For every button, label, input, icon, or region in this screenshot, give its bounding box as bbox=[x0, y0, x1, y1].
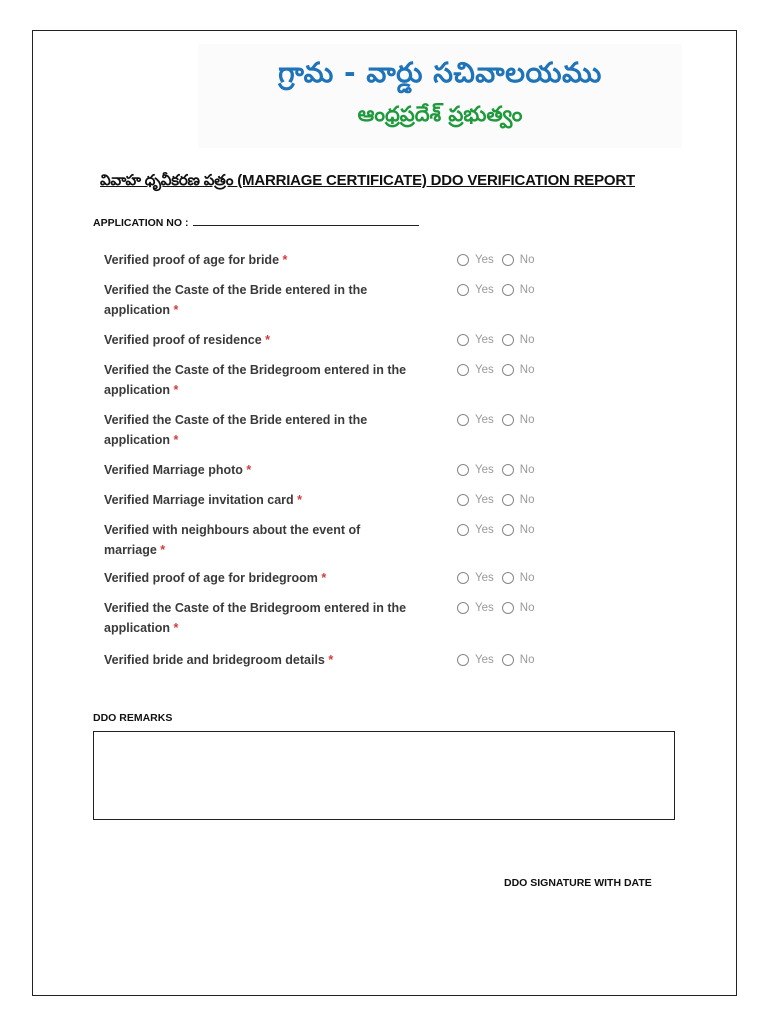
yes-no-options bbox=[457, 490, 542, 510]
question-label: Verified Marriage photo bbox=[104, 463, 243, 477]
required-mark: * bbox=[282, 253, 288, 267]
yes-label: Yes bbox=[475, 334, 494, 346]
no-label: No bbox=[519, 654, 535, 666]
yes-radio[interactable] bbox=[457, 254, 469, 266]
no-label: No bbox=[519, 524, 535, 536]
yes-radio[interactable] bbox=[457, 654, 469, 666]
no-label: No bbox=[519, 572, 535, 584]
no-radio[interactable] bbox=[502, 284, 514, 296]
yes-no-options bbox=[457, 330, 542, 350]
no-radio[interactable] bbox=[502, 524, 514, 536]
yes-radio[interactable] bbox=[457, 524, 469, 536]
question-text bbox=[104, 490, 414, 510]
no-radio[interactable] bbox=[502, 654, 514, 666]
question-text bbox=[104, 650, 414, 670]
no-radio[interactable] bbox=[502, 572, 514, 584]
required-mark: * bbox=[173, 433, 179, 447]
question-label: Verified the Caste of the Bridegroom entered in the application bbox=[104, 363, 407, 397]
required-mark: * bbox=[173, 621, 179, 635]
yes-radio[interactable] bbox=[457, 414, 469, 426]
required-mark: * bbox=[321, 571, 327, 585]
no-radio[interactable] bbox=[502, 494, 514, 506]
no-label: No bbox=[519, 494, 535, 506]
signature-label: DDO SIGNATURE WITH DATE bbox=[504, 877, 652, 889]
remarks-label: DDO REMARKS bbox=[93, 712, 173, 724]
yes-label: Yes bbox=[475, 602, 494, 614]
no-label: No bbox=[519, 254, 535, 266]
yes-label: Yes bbox=[475, 464, 494, 476]
question-label: Verified proof of age for bridegroom bbox=[104, 571, 318, 585]
yes-label: Yes bbox=[475, 572, 494, 584]
question-text bbox=[104, 250, 414, 270]
yes-no-options bbox=[457, 520, 542, 540]
no-label: No bbox=[519, 464, 535, 476]
yes-radio[interactable] bbox=[457, 284, 469, 296]
yes-radio[interactable] bbox=[457, 464, 469, 476]
required-mark: * bbox=[328, 653, 334, 667]
yes-label: Yes bbox=[475, 414, 494, 426]
question-label: Verified proof of age for bride bbox=[104, 253, 280, 267]
question-label: Verified Marriage invitation card bbox=[104, 493, 294, 507]
question-label: Verified the Caste of the Bridegroom entered in the application bbox=[104, 601, 407, 635]
application-no-row bbox=[93, 215, 419, 229]
no-label: No bbox=[519, 414, 535, 426]
question-text bbox=[104, 330, 414, 350]
question-text bbox=[104, 460, 414, 480]
yes-no-options bbox=[457, 360, 542, 380]
yes-label: Yes bbox=[475, 494, 494, 506]
yes-radio[interactable] bbox=[457, 572, 469, 584]
no-radio[interactable] bbox=[502, 254, 514, 266]
question-text bbox=[104, 598, 414, 638]
question-text bbox=[104, 520, 414, 560]
application-no-label: APPLICATION NO : bbox=[93, 217, 189, 229]
no-label: No bbox=[519, 334, 535, 346]
question-text bbox=[104, 280, 414, 320]
yes-radio[interactable] bbox=[457, 364, 469, 376]
report-title-text: వివాహ ధృవీకరణ పత్రం (MARRIAGE CERTIFICATE) DDO VERIFICATION REPORT bbox=[100, 172, 635, 189]
yes-radio[interactable] bbox=[457, 602, 469, 614]
question-label: Verified proof of residence bbox=[104, 333, 262, 347]
yes-no-options bbox=[457, 568, 542, 588]
question-text bbox=[104, 410, 414, 450]
report-title bbox=[100, 172, 666, 193]
no-label: No bbox=[519, 284, 535, 296]
question-label: Verified with neighbours about the event of marriage bbox=[104, 523, 361, 557]
yes-no-options bbox=[457, 650, 542, 670]
no-radio[interactable] bbox=[502, 602, 514, 614]
yes-no-options bbox=[457, 280, 542, 300]
question-text bbox=[104, 568, 414, 588]
yes-radio[interactable] bbox=[457, 334, 469, 346]
yes-no-options bbox=[457, 460, 542, 480]
no-radio[interactable] bbox=[502, 334, 514, 346]
application-no-field[interactable] bbox=[193, 215, 419, 226]
no-radio[interactable] bbox=[502, 364, 514, 376]
yes-label: Yes bbox=[475, 284, 494, 296]
question-text bbox=[104, 360, 414, 400]
yes-label: Yes bbox=[475, 654, 494, 666]
required-mark: * bbox=[173, 303, 179, 317]
header-banner bbox=[198, 44, 682, 148]
yes-radio[interactable] bbox=[457, 494, 469, 506]
yes-no-options bbox=[457, 598, 542, 618]
yes-no-options bbox=[457, 250, 542, 270]
no-radio[interactable] bbox=[502, 414, 514, 426]
yes-label: Yes bbox=[475, 524, 494, 536]
yes-label: Yes bbox=[475, 364, 494, 376]
question-label: Verified the Caste of the Bride entered in the application bbox=[104, 413, 368, 447]
required-mark: * bbox=[265, 333, 271, 347]
question-label: Verified the Caste of the Bride entered in the application bbox=[104, 283, 368, 317]
question-label: Verified bride and bridegroom details bbox=[104, 653, 325, 667]
required-mark: * bbox=[173, 383, 179, 397]
yes-label: Yes bbox=[475, 254, 494, 266]
no-label: No bbox=[519, 602, 535, 614]
remarks-box[interactable] bbox=[93, 731, 675, 820]
no-radio[interactable] bbox=[502, 464, 514, 476]
yes-no-options bbox=[457, 410, 542, 430]
header-title-telugu: గ్రామ - వార్డు సచివాలయము bbox=[278, 56, 602, 89]
no-label: No bbox=[519, 364, 535, 376]
required-mark: * bbox=[297, 493, 303, 507]
header-subtitle-telugu: ఆంధ్రప్రదేశ్ ప్రభుత్వం bbox=[357, 102, 523, 126]
required-mark: * bbox=[246, 463, 252, 477]
required-mark: * bbox=[160, 543, 166, 557]
